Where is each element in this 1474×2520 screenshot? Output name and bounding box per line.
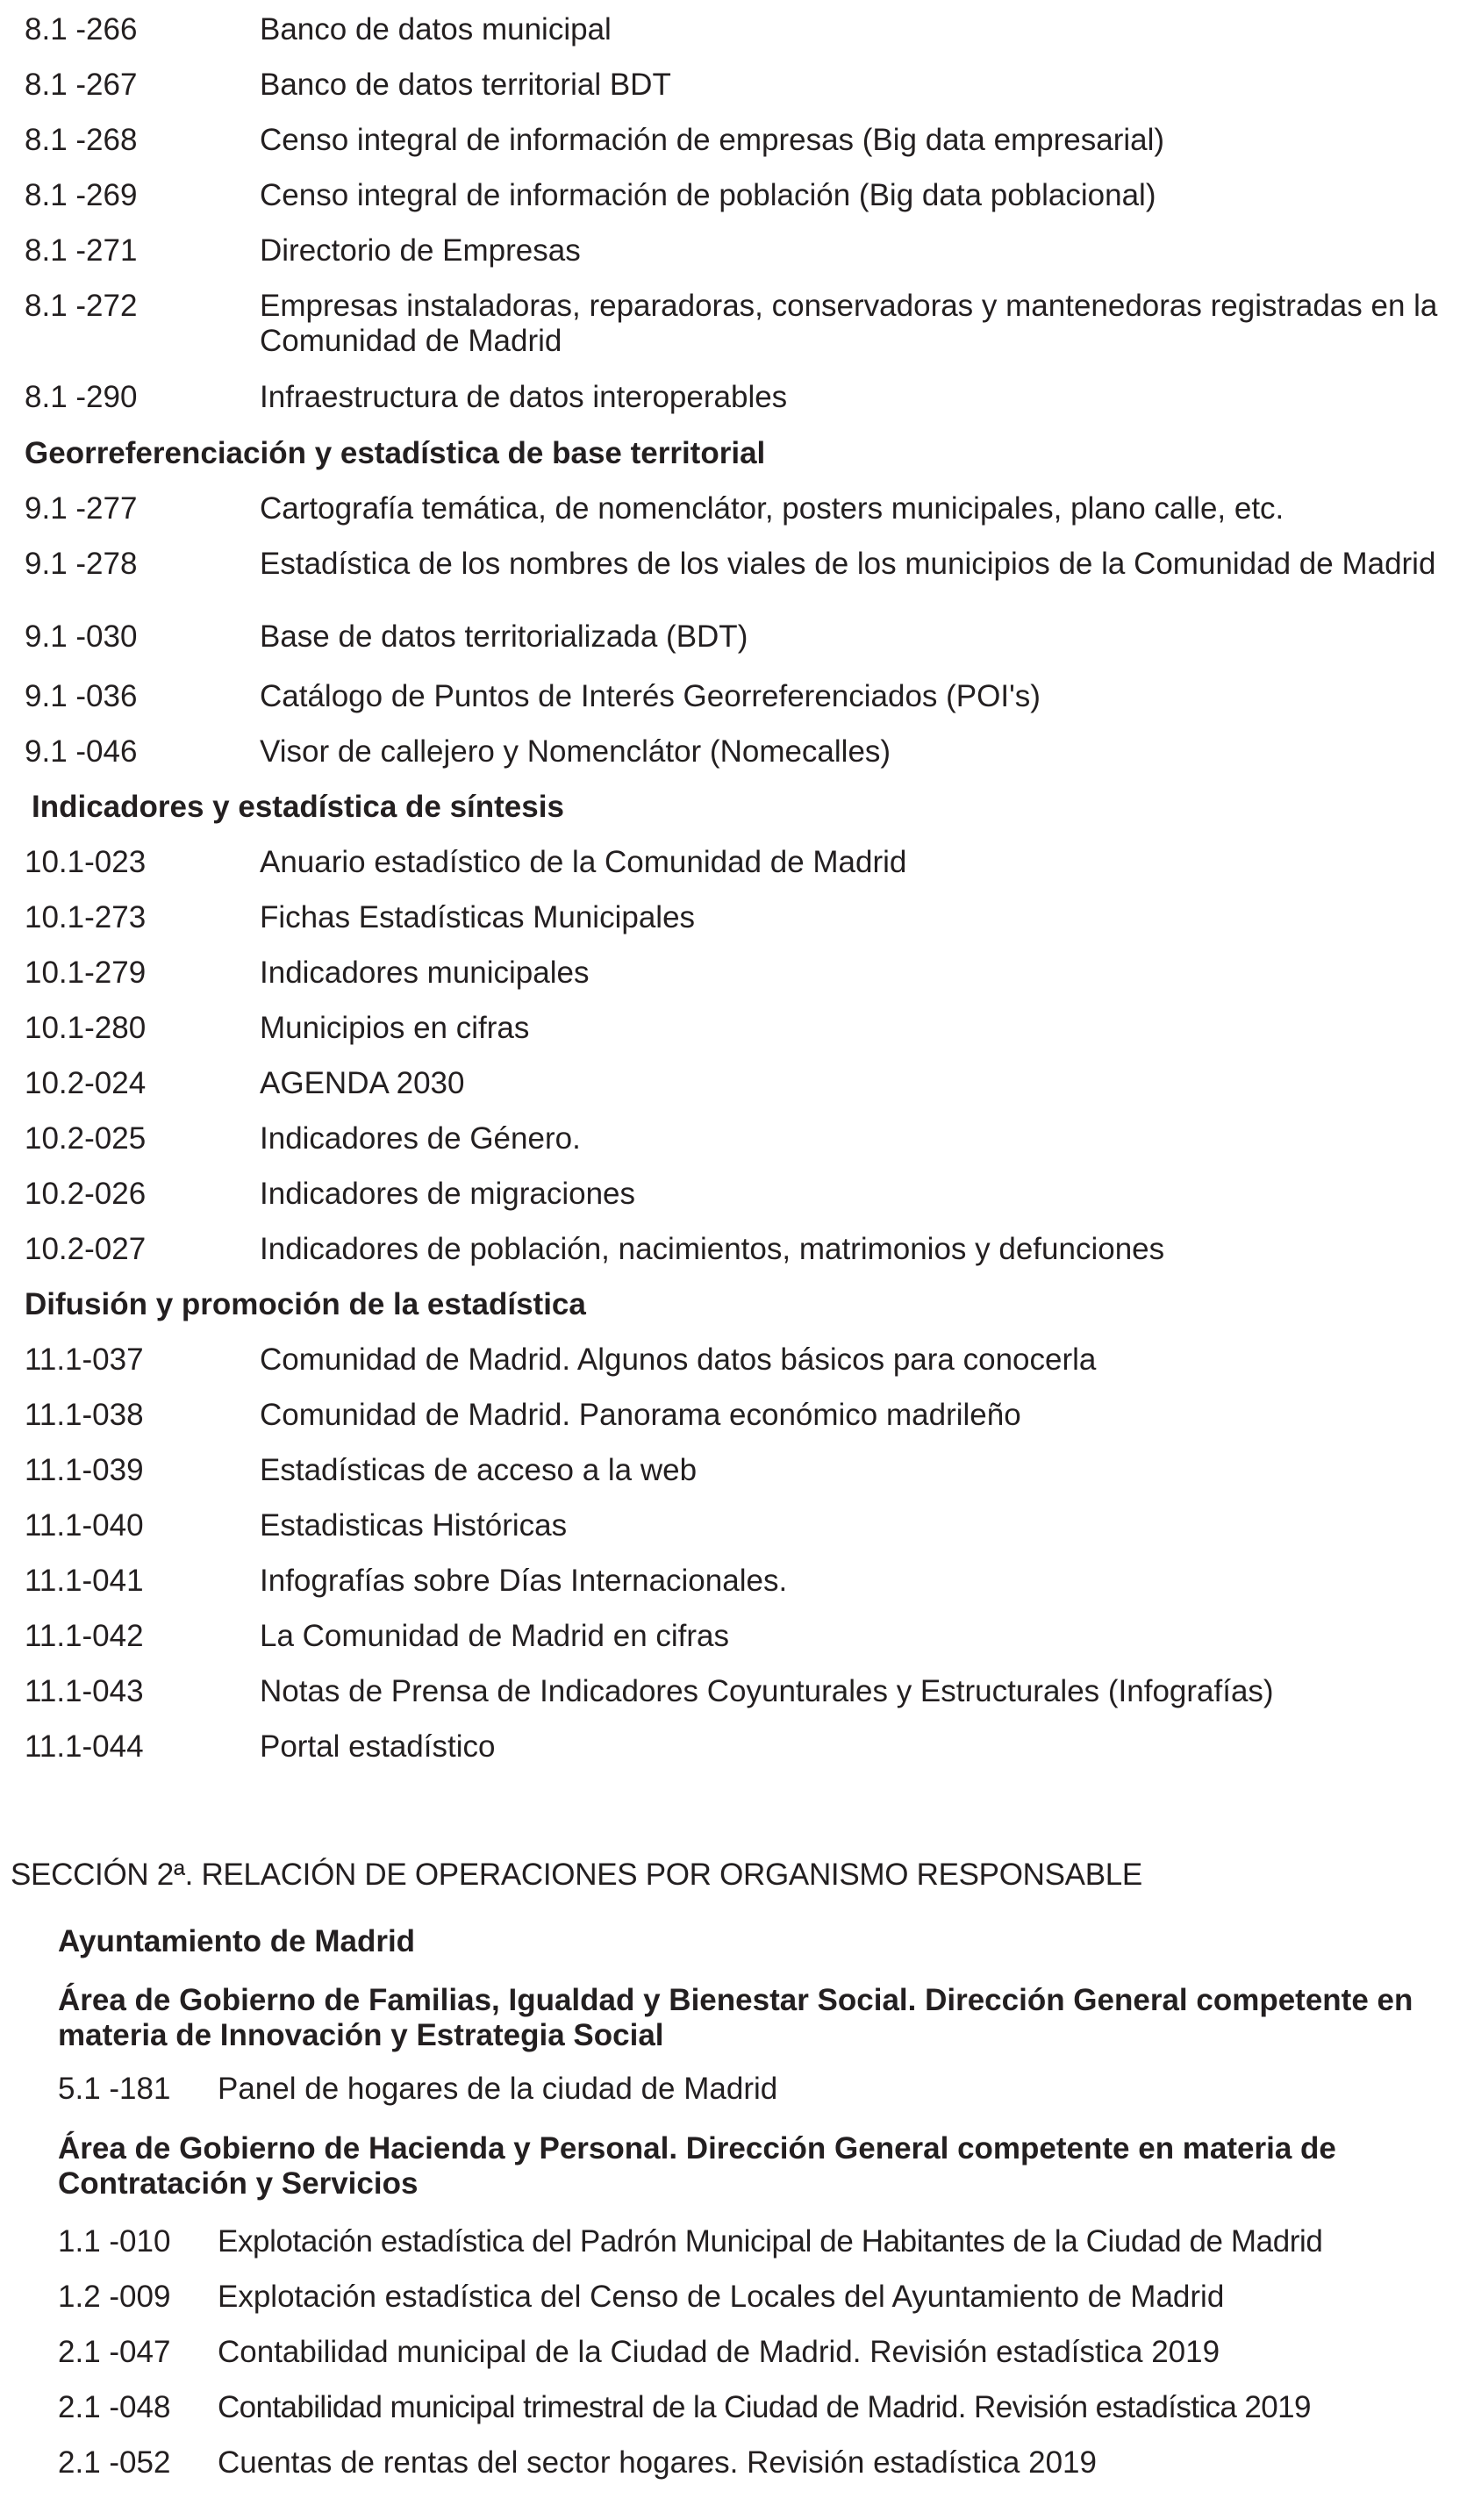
operation-code: 10.2-026 (25, 1177, 147, 1211)
operation-code: 8.1 -266 (25, 12, 138, 47)
operation-description: Comunidad de Madrid. Algunos datos básicos para conocerla (260, 1342, 1097, 1377)
area-heading: Área de Gobierno de Hacienda y Personal. Dirección General competente en materia de Contratación y Servicios (58, 2131, 1336, 2201)
operation-code: 11.1-044 (25, 1729, 144, 1764)
operation-description: Indicadores de migraciones (260, 1177, 636, 1211)
operation-description: Empresas instaladoras, reparadoras, conservadoras y mantenedoras registradas en la Comunidad de Madrid (260, 289, 1438, 358)
operation-code: 11.1-043 (25, 1674, 144, 1708)
organism-heading: Ayuntamiento de Madrid (58, 1924, 416, 1958)
operation-code: 10.2-024 (25, 1066, 147, 1100)
operation-description: Notas de Prensa de Indicadores Coyunturales y Estructurales (Infografías) (260, 1674, 1274, 1708)
operation-description: Estadística de los nombres de los viales de los municipios de la Comunidad de Madrid (260, 547, 1436, 581)
operation-description: Comunidad de Madrid. Panorama económico madrileño (260, 1398, 1021, 1432)
operation-code: 10.1-280 (25, 1011, 147, 1045)
operation-description: Directorio de Empresas (260, 233, 581, 268)
operation-description: La Comunidad de Madrid en cifras (260, 1619, 730, 1653)
operation-description: Infografías sobre Días Internacionales. (260, 1564, 788, 1598)
operation-description: Anuario estadístico de la Comunidad de Madrid (260, 845, 907, 879)
group-heading: Difusión y promoción de la estadística (25, 1287, 586, 1321)
operation-description: Explotación estadística del Censo de Locales del Ayuntamiento de Madrid (218, 2280, 1225, 2314)
operation-description: Censo integral de información de empresas (Big data empresarial) (260, 123, 1165, 157)
operation-code: 8.1 -267 (25, 68, 138, 102)
operation-description: Base de datos territorializada (BDT) (260, 619, 748, 654)
operation-description: Explotación estadística del Padrón Municipal de Habitantes de la Ciudad de Madrid (218, 2224, 1323, 2259)
area-heading: Área de Gobierno de Familias, Igualdad y Bienestar Social. Dirección General competente en materia de Innovación y Estrategia Social (58, 1983, 1413, 2052)
operation-code: 10.2-027 (25, 1232, 147, 1266)
operation-description: Portal estadístico (260, 1729, 496, 1764)
operation-code: 8.1 -269 (25, 178, 138, 212)
operation-code: 11.1-039 (25, 1453, 144, 1487)
operation-code: 10.2-025 (25, 1121, 147, 1156)
operation-description: Estadísticas de acceso a la web (260, 1453, 698, 1487)
operation-description: Indicadores de población, nacimientos, matrimonios y defunciones (260, 1232, 1165, 1266)
operation-code: 10.1-273 (25, 900, 147, 934)
operation-description: Cuentas de rentas del sector hogares. Revisión estadística 2019 (218, 2445, 1097, 2480)
operation-code: 8.1 -290 (25, 380, 138, 414)
operation-code: 9.1 -278 (25, 547, 138, 581)
operation-description: Infraestructura de datos interoperables (260, 380, 788, 414)
operation-description: Banco de datos municipal (260, 12, 612, 47)
operation-description: Censo integral de información de población (Big data poblacional) (260, 178, 1156, 212)
operation-code: 2.1 -047 (58, 2335, 171, 2369)
operation-code: 9.1 -036 (25, 679, 138, 713)
operation-description: AGENDA 2030 (260, 1066, 465, 1100)
operation-description: Fichas Estadísticas Municipales (260, 900, 696, 934)
operation-description: Cartografía temática, de nomenclátor, posters municipales, plano calle, etc. (260, 491, 1284, 526)
group-heading: Georreferenciación y estadística de base territorial (25, 436, 766, 470)
operation-code: 10.1-023 (25, 845, 147, 879)
section-title: SECCIÓN 2ª. RELACIÓN DE OPERACIONES POR ORGANISMO RESPONSABLE (11, 1858, 1142, 1892)
operation-code: 10.1-279 (25, 956, 147, 990)
operation-code: 1.1 -010 (58, 2224, 171, 2259)
operation-code: 1.2 -009 (58, 2280, 171, 2314)
operation-description: Indicadores municipales (260, 956, 590, 990)
operation-description: Banco de datos territorial BDT (260, 68, 671, 102)
operation-code: 8.1 -268 (25, 123, 138, 157)
operation-description: Indicadores de Género. (260, 1121, 581, 1156)
operation-code: 11.1-040 (25, 1508, 144, 1543)
operation-code: 2.1 -048 (58, 2390, 171, 2424)
operation-code: 11.1-038 (25, 1398, 144, 1432)
operation-description: Panel de hogares de la ciudad de Madrid (218, 2072, 778, 2106)
operation-description: Catálogo de Puntos de Interés Georreferenciados (POI's) (260, 679, 1041, 713)
operation-code: 8.1 -271 (25, 233, 138, 268)
operation-code: 9.1 -030 (25, 619, 138, 654)
operation-code: 9.1 -046 (25, 734, 138, 769)
operation-code: 9.1 -277 (25, 491, 138, 526)
operation-description: Contabilidad municipal trimestral de la Ciudad de Madrid. Revisión estadística 2019 (218, 2390, 1311, 2424)
operation-description: Visor de callejero y Nomenclátor (Nomecalles) (260, 734, 891, 769)
operation-description: Municipios en cifras (260, 1011, 530, 1045)
operation-code: 11.1-041 (25, 1564, 144, 1598)
operation-code: 2.1 -052 (58, 2445, 171, 2480)
operation-code: 8.1 -272 (25, 289, 138, 323)
operation-description: Contabilidad municipal de la Ciudad de Madrid. Revisión estadística 2019 (218, 2335, 1220, 2369)
operation-code: 5.1 -181 (58, 2072, 171, 2106)
operation-code: 11.1-042 (25, 1619, 144, 1653)
operation-code: 11.1-037 (25, 1342, 144, 1377)
group-heading: Indicadores y estadística de síntesis (32, 790, 564, 824)
operation-description: Estadisticas Históricas (260, 1508, 568, 1543)
